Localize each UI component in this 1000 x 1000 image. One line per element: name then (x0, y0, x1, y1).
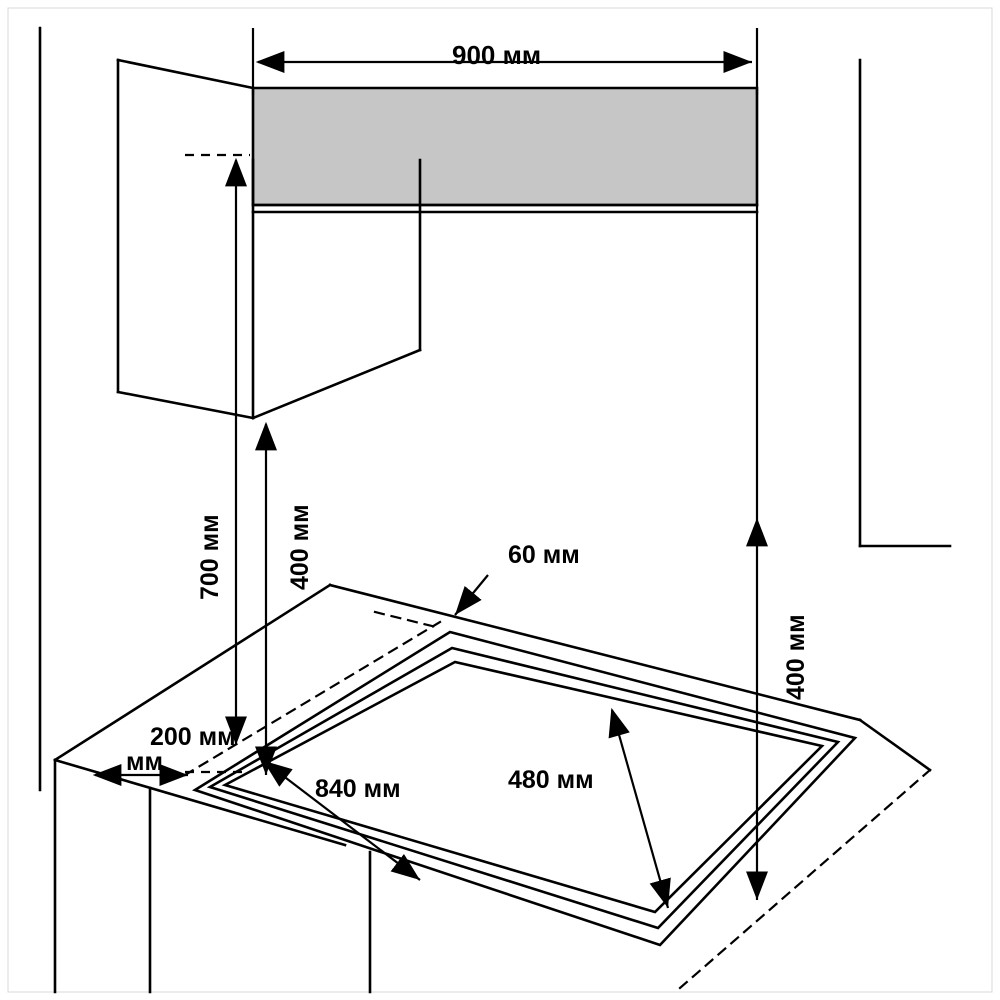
label-hood-height-left: 700 мм (196, 514, 224, 600)
label-edge-distance-units: мм (126, 748, 163, 776)
label-cutout-width: 840 мм (315, 775, 401, 803)
label-cutout-depth: 480 мм (508, 766, 594, 794)
label-rear-clearance: 60 мм (508, 541, 580, 569)
label-cabinet-height: 400 мм (286, 504, 314, 590)
label-hood-width: 900 мм (452, 40, 542, 70)
label-edge-distance: 200 мм (150, 723, 236, 751)
cooker-hood (253, 88, 757, 212)
label-wall-clearance-right: 400 мм (782, 614, 810, 700)
